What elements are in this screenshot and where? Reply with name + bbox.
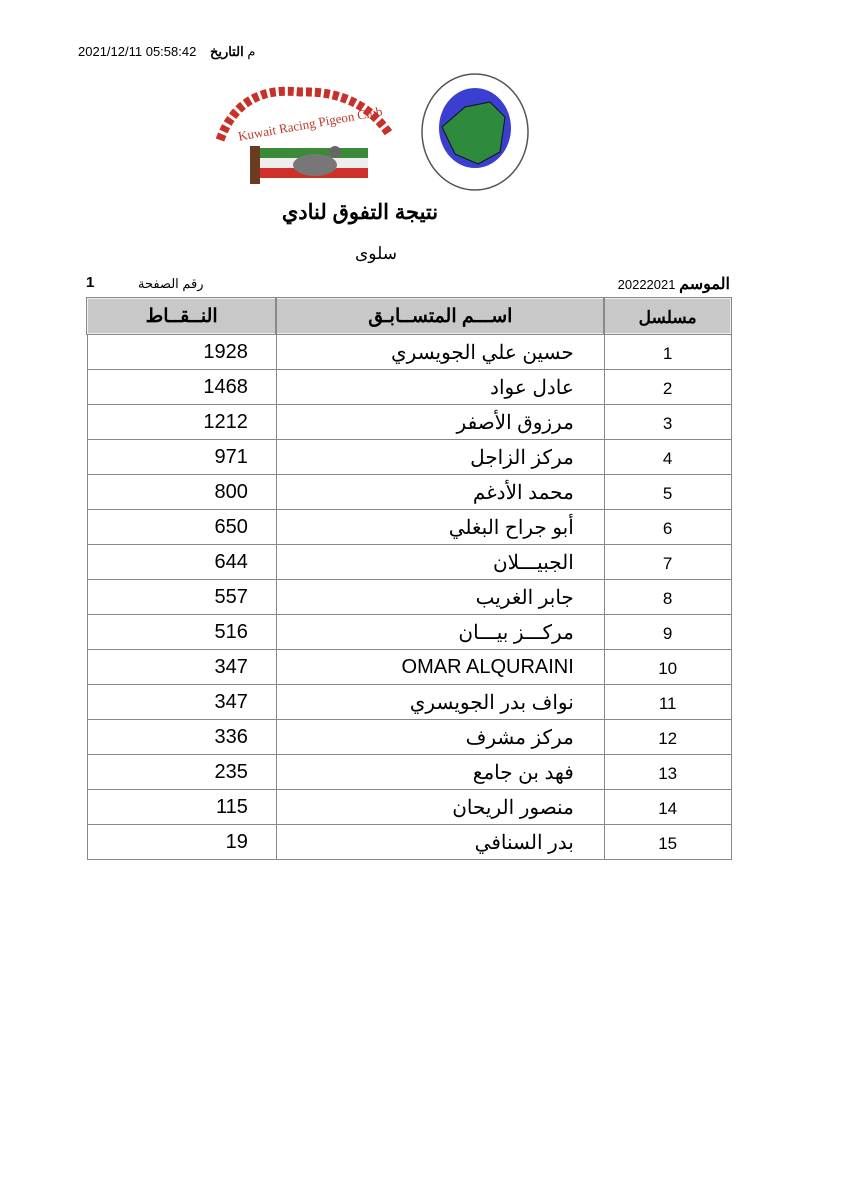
serial-cell: 12: [604, 720, 731, 755]
name-cell: أبو جراح البغلي: [276, 510, 604, 545]
serial-cell: 2: [604, 370, 731, 405]
serial-cell: 4: [604, 440, 731, 475]
report-title: نتيجة التفوق لنادي: [281, 201, 439, 224]
results-table: [86, 297, 732, 860]
table-row: [87, 720, 731, 755]
date-label: التاريخ: [209, 44, 244, 59]
season-value: 20222021: [617, 277, 676, 292]
name-cell: فهد بن جامع: [276, 755, 604, 790]
table-row: [87, 790, 731, 825]
svg-text:Kuwait Racing Pigeon Club: Kuwait Racing Pigeon Club: [236, 103, 384, 144]
points-cell: 644: [87, 545, 276, 580]
season-label: الموسم: [679, 276, 730, 293]
table-row: [87, 615, 731, 650]
serial-cell: 10: [604, 650, 731, 685]
name-cell: عادل عواد: [276, 370, 604, 405]
name-cell: جابر الغريب: [276, 580, 604, 615]
header-name: اســـم المتســابـق: [276, 298, 604, 334]
name-cell: بدر السنافي: [276, 825, 604, 860]
federation-logo: [420, 72, 530, 192]
name-cell: حسين علي الجويسري: [276, 334, 604, 370]
table-row: [87, 755, 731, 790]
table-row: [87, 475, 731, 510]
print-date: [78, 44, 255, 60]
name-cell: OMAR ALQURAINI: [276, 650, 604, 685]
header-serial: مسلسل: [604, 298, 731, 334]
header-points: النــقــاط: [87, 298, 276, 334]
season: [618, 274, 730, 294]
serial-cell: 8: [604, 580, 731, 615]
page-number-label: رقم الصفحة: [138, 276, 204, 291]
points-cell: 971: [87, 440, 276, 475]
name-cell: نواف بدر الجويسري: [276, 685, 604, 720]
table-row: [87, 545, 731, 580]
serial-cell: 9: [604, 615, 731, 650]
table-row: [87, 685, 731, 720]
name-cell: مركز الزاجل: [276, 440, 604, 475]
points-cell: 235: [87, 755, 276, 790]
serial-cell: 1: [604, 334, 731, 370]
points-cell: 1928: [87, 334, 276, 370]
serial-cell: 15: [604, 825, 731, 860]
points-cell: 336: [87, 720, 276, 755]
name-cell: مرزوق الأصفر: [276, 405, 604, 440]
points-cell: 1468: [87, 370, 276, 405]
serial-cell: 14: [604, 790, 731, 825]
club-name: سلوى: [355, 244, 397, 263]
table-row: [87, 510, 731, 545]
page-number: 1: [86, 274, 95, 291]
table-row: [87, 370, 731, 405]
serial-cell: 11: [604, 685, 731, 720]
table-row: [87, 650, 731, 685]
serial-cell: 7: [604, 545, 731, 580]
points-cell: 19: [87, 825, 276, 860]
name-cell: مركز مشرف: [276, 720, 604, 755]
serial-cell: 5: [604, 475, 731, 510]
table-row: [87, 440, 731, 475]
points-cell: 347: [87, 685, 276, 720]
name-cell: الجبيـــلان: [276, 545, 604, 580]
points-cell: 557: [87, 580, 276, 615]
serial-cell: 13: [604, 755, 731, 790]
points-cell: 1212: [87, 405, 276, 440]
points-cell: 800: [87, 475, 276, 510]
table-header-row: [87, 298, 731, 334]
table-row: [87, 825, 731, 860]
points-cell: 516: [87, 615, 276, 650]
table-row: [87, 580, 731, 615]
table-row: [87, 334, 731, 370]
name-cell: منصور الريحان: [276, 790, 604, 825]
serial-cell: 3: [604, 405, 731, 440]
club-logo: [200, 80, 400, 190]
date-value: 2021/12/11 05:58:42 م: [78, 44, 256, 59]
table-row: [87, 405, 731, 440]
name-cell: محمد الأدغم: [276, 475, 604, 510]
name-cell: مركـــز بيـــان: [276, 615, 604, 650]
points-cell: 650: [87, 510, 276, 545]
points-cell: 115: [87, 790, 276, 825]
points-cell: 347: [87, 650, 276, 685]
serial-cell: 6: [604, 510, 731, 545]
